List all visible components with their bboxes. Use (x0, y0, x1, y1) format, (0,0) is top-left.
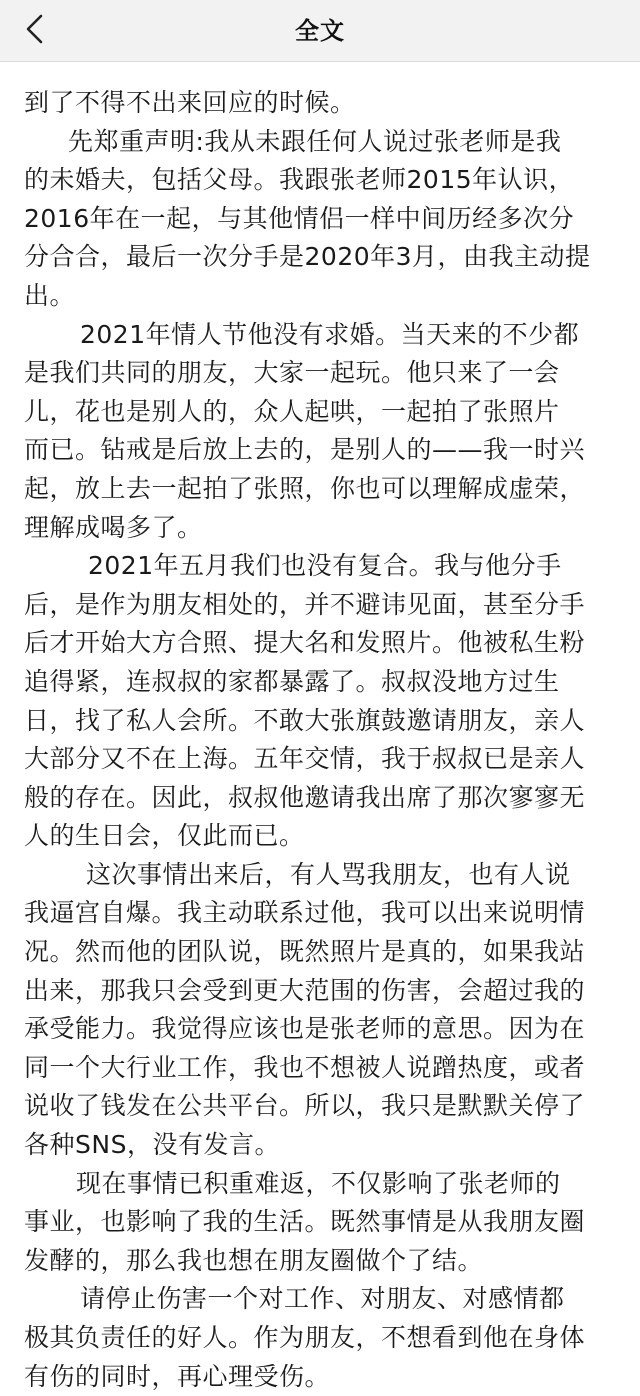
article-line: 发酵的，那么我也想在朋友圈做个了结。 (24, 1245, 484, 1275)
article-line: 说收了钱发在公共平台。所以，我只是默默关停了 (24, 1091, 586, 1121)
article-line: 我逼宫自爆。我主动联系过他，我可以出来说明情 (24, 898, 586, 928)
article-line: 的未婚夫，包括父母。我跟张老师2015年认识， (24, 165, 575, 195)
article-line: 后，是作为朋友相处的，并不避讳见面，甚至分手 (24, 589, 586, 619)
article-line: 况。然而他的团队说，既然照片是真的，如果我站 (24, 937, 586, 967)
article-line: 到了不得不出来回应的时候。 (24, 88, 356, 117)
article-line: 出来，那我只会受到更大范围的伤害，会超过我的 (24, 975, 586, 1005)
article-line: 理解成喝多了。 (24, 512, 203, 542)
article-line: 起，放上去一起拍了张照，你也可以理解成虚荣， (24, 473, 586, 503)
article-line: 般的存在。因此，叔叔他邀请我出席了那次寥寥无 (24, 782, 586, 812)
article-line: 后才开始大方合照、提大名和发照片。他被私生粉 (24, 628, 586, 658)
article-line: 先郑重声明:我从未跟任何人说过张老师是我 (68, 126, 562, 156)
article-line: 出。 (24, 280, 76, 310)
article-line: 而已。钻戒是后放上去的，是别人的——我一时兴 (24, 435, 586, 465)
article-line: 2016年在一起，与其他情侣一样中间历经多次分 (24, 203, 575, 233)
article-line: 追得紧，连叔叔的家都暴露了。叔叔没地方过生 (24, 666, 560, 696)
article-body (0, 62, 640, 1391)
article-line: 日，找了私人会所。不敢大张旗鼓邀请朋友，亲人 (24, 705, 586, 735)
article-line: 现在事情已积重难返，不仅影响了张老师的 (76, 1168, 561, 1198)
article-line: 极其负责任的好人。作为朋友，不想看到他在身体 (24, 1323, 586, 1352)
top-navigation-bar (0, 0, 640, 62)
article-line: 是我们共同的朋友，大家一起玩。他只来了一会 (24, 358, 560, 388)
article-text (0, 84, 640, 1396)
page-title: 全文 (295, 17, 345, 45)
article-line: 大部分又不在上海。五年交情，我于叔叔已是亲人 (24, 744, 586, 774)
article-line: 同一个大行业工作，我也不想被人说蹭热度，或者 (24, 1052, 586, 1082)
article-line: 这次事情出来后，有人骂我朋友，也有人说 (86, 859, 571, 889)
article-line: 承受能力。我觉得应该也是张老师的意思。因为在 (24, 1014, 586, 1044)
article-line: 2021年五月我们也没有复合。我与他分手 (88, 551, 562, 581)
article-line: 儿，花也是别人的，众人起哄，一起拍了张照片 (24, 396, 560, 426)
article-line: 2021年情人节他没有求婚。当天来的不少都 (80, 319, 580, 349)
article-line: 各种SNS，没有发言。 (24, 1130, 280, 1160)
article-line: 人的生日会，仅此而已。 (24, 821, 305, 851)
article-line: 请停止伤害一个对工作、对朋友、对感情都 (80, 1284, 565, 1314)
article-line: 有伤的同时，再心理受伤。 (24, 1361, 331, 1391)
article-line: 分合合，最后一次分手是2020年3月，由我主动提 (24, 242, 591, 272)
article-line: 事业，也影响了我的生活。既然事情是从我朋友圈 (24, 1207, 586, 1237)
